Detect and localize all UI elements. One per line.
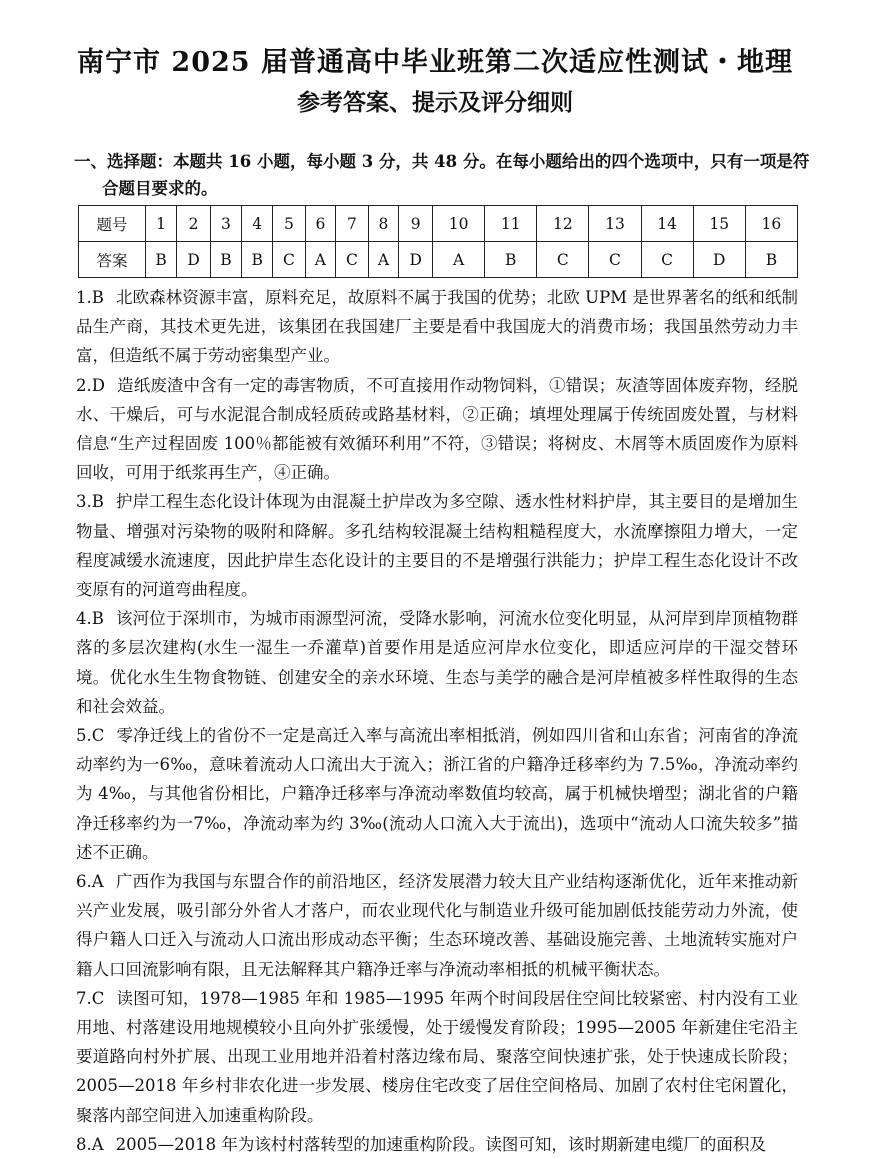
- answer-table: [78, 205, 798, 278]
- explanation-item: [76, 1130, 798, 1159]
- answer-cell: C: [589, 242, 641, 278]
- answer-cell: C: [641, 242, 693, 278]
- row-label-question-number: 题号: [79, 206, 146, 242]
- explanation-item: [76, 487, 798, 604]
- item-answer: A: [91, 872, 104, 892]
- item-text: 北欧森林资源丰富，原料充足，故原料不属于我国的优势；北欧 UPM 是世界著名的纸和纸制品生产商，其技术更先进，该集团在我国建厂主要是看中我国庞大的消费市场；我国虽然劳动力丰富，但造纸不属于劳动密集型产业。: [76, 288, 798, 366]
- question-number: 9: [399, 206, 433, 242]
- item-number: 2.: [76, 375, 92, 395]
- answer-cell: D: [693, 242, 745, 278]
- item-text: 读图可知，1978—1985 年和 1985—1995 年两个时间段居住空间比较紧密、村内没有工业用地、村落建设用地规模较小且向外扩张缓慢，处于缓慢发育阶段；1995—2005 年新建住宅沿主要道路向村外扩展、出现工业用地并沿着村落边缘布局、聚落空间快速扩张，处于快速成长阶段；2005—2018 年乡村非农化进一步发展、楼房住宅改变了居住空间格局、加剧了农村住宅闲置化，聚落内部空间进入加速重构阶段。: [76, 988, 798, 1125]
- item-answer: A: [91, 1134, 104, 1154]
- page-subtitle: 参考答案、提示及评分细则: [297, 89, 573, 116]
- item-text: 2005—2018 年为该村村落转型的加速重构阶段。读图可知，该时期新建电缆厂的面积及: [115, 1134, 766, 1154]
- question-number: 7: [336, 206, 368, 242]
- question-number: 16: [745, 206, 797, 242]
- explanation-item: [76, 984, 798, 1130]
- answer-cell: A: [368, 242, 399, 278]
- answer-cell: B: [242, 242, 273, 278]
- page-title: 南宁市 2025 届普通高中毕业班第二次适应性测试・地理: [77, 47, 793, 78]
- section-heading: [74, 148, 814, 202]
- explanation-item: [76, 283, 798, 371]
- item-number: 8.: [76, 1134, 92, 1154]
- question-number: 11: [485, 206, 537, 242]
- answer-cell: B: [210, 242, 241, 278]
- item-answer: D: [91, 375, 105, 395]
- item-number: 6.: [76, 872, 92, 892]
- item-answer: B: [91, 288, 104, 307]
- item-number: 4.: [76, 609, 92, 629]
- answer-cell: B: [485, 242, 537, 278]
- answer-cell: C: [336, 242, 368, 278]
- answer-cell: A: [433, 242, 485, 278]
- question-number: 8: [368, 206, 399, 242]
- answer-cell: C: [273, 242, 305, 278]
- answer-cell: B: [745, 242, 797, 278]
- question-number: 5: [273, 206, 305, 242]
- answer-cell: D: [399, 242, 433, 278]
- question-number: 2: [177, 206, 211, 242]
- item-text: 护岸工程生态化设计体现为由混凝土护岸改为多空隙、透水性材料护岸，其主要目的是增加生物量、增强对污染物的吸附和降解。多孔结构较混凝土结构粗糙程度大，水流摩擦阻力增大，一定程度减缓水流速度，因此护岸生态化设计的主要目的不是增强行洪能力；护岸工程生态化设计不改变原有的河道弯曲程度。: [76, 492, 798, 600]
- row-label-answer: 答案: [79, 242, 146, 278]
- answer-cell: B: [146, 242, 177, 278]
- item-answer: B: [91, 609, 104, 629]
- item-number: 1.: [76, 288, 92, 307]
- question-number: 1: [146, 206, 177, 242]
- item-answer: C: [91, 988, 105, 1008]
- item-text: 零净迁线上的省份不一定是高迁入率与高流出率相抵消，例如四川省和山东省；河南省的净流动率约为一6‰，意味着流动人口流出大于流入；浙江省的户籍净迁移率约为 7.5‰，净流动率约为 4‰，与其他省份相比，户籍净迁移率与净流动率数值均较高，属于机械快增型；湖北省的户籍净迁移率约为一7‰，净流动率为约 3‰(流动人口流入大于流出)，选项中“流动人口流失较多”描述不正确。: [76, 726, 798, 862]
- explanation-item: [76, 721, 798, 867]
- explanation-item: [76, 371, 798, 488]
- question-number: 3: [210, 206, 241, 242]
- answer-cell: C: [537, 242, 589, 278]
- question-number: 10: [433, 206, 485, 242]
- item-answer: B: [91, 492, 104, 512]
- item-number: 3.: [76, 492, 92, 512]
- item-text: 该河位于深圳市，为城市雨源型河流，受降水影响，河流水位变化明显，从河岸到岸顶植物群落的多层次建构(水生一湿生一乔灌草)首要作用是适应河岸水位变化，即适应河岸的干湿交替环境。优化水生生物食物链、创建安全的亲水环境、生态与美学的融合是河岸植被多样性取得的生态和社会效益。: [76, 609, 798, 716]
- item-answer: C: [91, 726, 105, 746]
- section-heading-line1: 一、选择题：本题共 16 小题，每小题 3 分，共 48 分。在每小题给出的四个选项中，只有一项是符: [74, 152, 810, 171]
- item-number: 7.: [76, 988, 92, 1008]
- item-number: 5.: [76, 726, 92, 746]
- question-number: 6: [305, 206, 336, 242]
- explanation-item: [76, 867, 798, 984]
- explanation-item: [76, 604, 798, 721]
- question-number: 15: [693, 206, 745, 242]
- question-number: 13: [589, 206, 641, 242]
- answer-cell: A: [305, 242, 336, 278]
- explanation-list: [76, 283, 798, 1159]
- question-number: 12: [537, 206, 589, 242]
- question-number: 14: [641, 206, 693, 242]
- item-text: 造纸废渣中含有一定的毒害物质，不可直接用作动物饲料，①错误；灰渣等固体废弃物，经脱水、干燥后，可与水泥混合制成轻质砖或路基材料，②正确；填埋处理属于传统固废处置，与材料信息“生产过程固废 100％都能被有效循环利用”不符，③错误；将树皮、木屑等木质固废作为原料回收，可用于纸浆再生产，④正确。: [76, 375, 798, 483]
- answer-cell: D: [177, 242, 211, 278]
- answer-row: [79, 242, 798, 278]
- question-number: 4: [242, 206, 273, 242]
- section-heading-line2: 合题目要求的。: [102, 179, 218, 198]
- question-number-row: [79, 206, 798, 242]
- item-text: 广西作为我国与东盟合作的前沿地区，经济发展潜力较大且产业结构逐渐优化，近年来推动新兴产业发展，吸引部分外省人才落户，而农业现代化与制造业升级可能加剧低技能劳动力外流，使得户籍人口迁入与流动人口流出形成动态平衡；生态环境改善、基础设施完善、土地流转实施对户籍人口回流影响有限，且无法解释其户籍净迁率与净流动率相抵的机械平衡状态。: [76, 872, 798, 979]
